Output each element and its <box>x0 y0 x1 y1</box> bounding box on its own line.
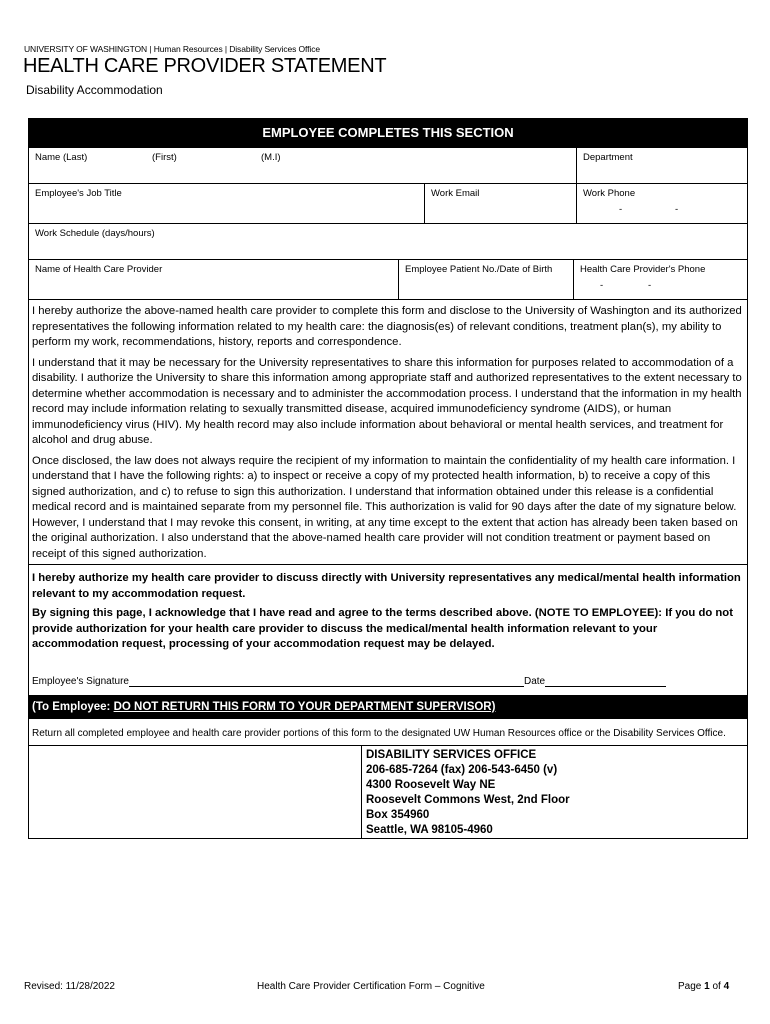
job-row <box>29 183 747 223</box>
office-line: 4300 Roosevelt Way NE <box>366 778 496 791</box>
section-title: EMPLOYEE COMPLETES THIS SECTION <box>29 119 747 147</box>
note-warning: DO NOT RETURN THIS FORM TO YOUR DEPARTMENT SUPERVISOR) <box>113 700 496 713</box>
date-field[interactable] <box>545 675 666 687</box>
office-line: Box 354960 <box>366 808 430 821</box>
page-title: HEALTH CARE PROVIDER STATEMENT <box>23 55 387 77</box>
paragraph: I understand that it may be necessary for the University representatives to share this information for purposes related to accommodation of a disability. I authorize the University to share this information among appropriate staff and authorized representatives to the extent necessary to determine whether accommodation is necessary and to administer the accommodation process. I understand that the information in my health record may include information relating to sexually transmitted disease, acquired immunodeficiency syndrome (AIDS), or human immunodeficiency virus (HIV). My health record may also include information about behavioral or mental health services, and treatment for alcohol and drug abuse. <box>32 356 742 446</box>
phone-dash: - <box>600 280 604 291</box>
bold-paragraph: By signing this page, I acknowledge that I have read and agree to the terms described above. (NOTE TO EMPLOYEE): If you do not provide authorization for your health care provider to discuss the medical/mental health information relevant to your accommodation request, processing of your accommodation request may be delayed. <box>32 607 733 650</box>
office-box-row <box>29 745 747 838</box>
name-last-label: Name (Last) <box>35 152 88 163</box>
office-line: Seattle, WA 98105-4960 <box>366 823 493 836</box>
signature-field[interactable] <box>129 675 524 687</box>
page-prefix: Page <box>678 981 705 992</box>
page-total: 4 <box>723 981 730 992</box>
office-address <box>362 746 747 838</box>
work-email-label: Work Email <box>431 188 480 199</box>
blank-box <box>29 746 362 838</box>
work-schedule-field[interactable] <box>29 224 747 259</box>
work-schedule-label: Work Schedule (days/hours) <box>35 228 155 239</box>
office-line: Roosevelt Commons West, 2nd Floor <box>366 793 570 806</box>
paragraph: Once disclosed, the law does not always require the recipient of my information to maintain the confidentiality of my health care information. I understand that I have the following rights: a) to inspect or receive a copy of my protected health information, b) to receive a copy of this signed authorization, and c) to refuse to sign this authorization. I understand that information obtained under this release is a confidential medical record and is maintained separate from my personnel file. This authorization is valid for 90 days after the date of my signature below. However, I understand that I may revoke this consent, in writing, at any time except to the extent that action has already been taken based on the original authorization. I also understand that the above-named health care provider will not condition treatment or payment based on receipt of this signed authorization. <box>32 454 738 560</box>
bold-paragraph: I hereby authorize my health care provider to discuss directly with University representatives any medical/mental health information relevant to my accommodation request. <box>32 572 741 600</box>
name-first-label: (First) <box>152 152 177 163</box>
work-phone-label: Work Phone <box>583 188 636 199</box>
patient-no-field[interactable] <box>398 260 573 299</box>
phone-dash: - <box>619 204 623 215</box>
department-label: Department <box>583 152 633 163</box>
employee-form <box>28 118 748 839</box>
date-label: Date <box>523 675 546 687</box>
name-row <box>29 147 747 183</box>
return-instructions: Return all completed employee and health care provider portions of this form to the designated UW Human Resources office or the Disability Services Office. <box>32 727 726 739</box>
revised-date: Revised: 11/28/2022 <box>24 981 115 992</box>
office-line: 206-685-7264 (fax) 206-543-6450 (v) <box>366 763 558 776</box>
name-field[interactable] <box>29 148 576 183</box>
note-prefix: (To Employee: <box>32 700 114 713</box>
job-title-label: Employee's Job Title <box>35 188 122 199</box>
header-org: UNIVERSITY OF WASHINGTON | Human Resources | Disability Services Office <box>24 44 320 54</box>
work-phone-field[interactable] <box>576 184 747 223</box>
page-number <box>678 981 729 992</box>
page-subtitle: Disability Accommodation <box>26 83 163 97</box>
signature-label: Employee's Signature <box>32 675 129 687</box>
provider-row <box>29 259 747 299</box>
note-bar <box>29 695 747 719</box>
provider-phone-field[interactable] <box>573 260 747 299</box>
patient-no-label: Employee Patient No./Date of Birth <box>405 264 553 275</box>
acknowledgement-block <box>29 564 747 661</box>
provider-phone-label: Health Care Provider's Phone <box>580 264 706 275</box>
department-field[interactable] <box>576 148 747 183</box>
form-name: Health Care Provider Certification Form – Cognitive <box>257 981 485 992</box>
provider-name-label: Name of Health Care Provider <box>35 264 163 275</box>
paragraph: I hereby authorize the above-named health care provider to complete this form and disclose to the University of Washington and its authorized representatives the following information related to my health care: the diagnosis(es) of relevant conditions, treatment plan(s), my ability to perform my work, recommendations, history, reports and correspondence. <box>32 305 742 348</box>
phone-dash: - <box>675 204 679 215</box>
page-of: of <box>709 981 724 992</box>
provider-name-field[interactable] <box>29 260 398 299</box>
work-email-field[interactable] <box>424 184 576 223</box>
job-title-field[interactable] <box>29 184 424 223</box>
office-line: DISABILITY SERVICES OFFICE <box>366 748 537 761</box>
page-current: 1 <box>704 981 710 992</box>
name-mi-label: (M.I) <box>261 152 281 163</box>
signature-row <box>29 661 747 695</box>
phone-dash: - <box>648 280 652 291</box>
authorization-text <box>29 299 747 564</box>
schedule-row <box>29 223 747 259</box>
